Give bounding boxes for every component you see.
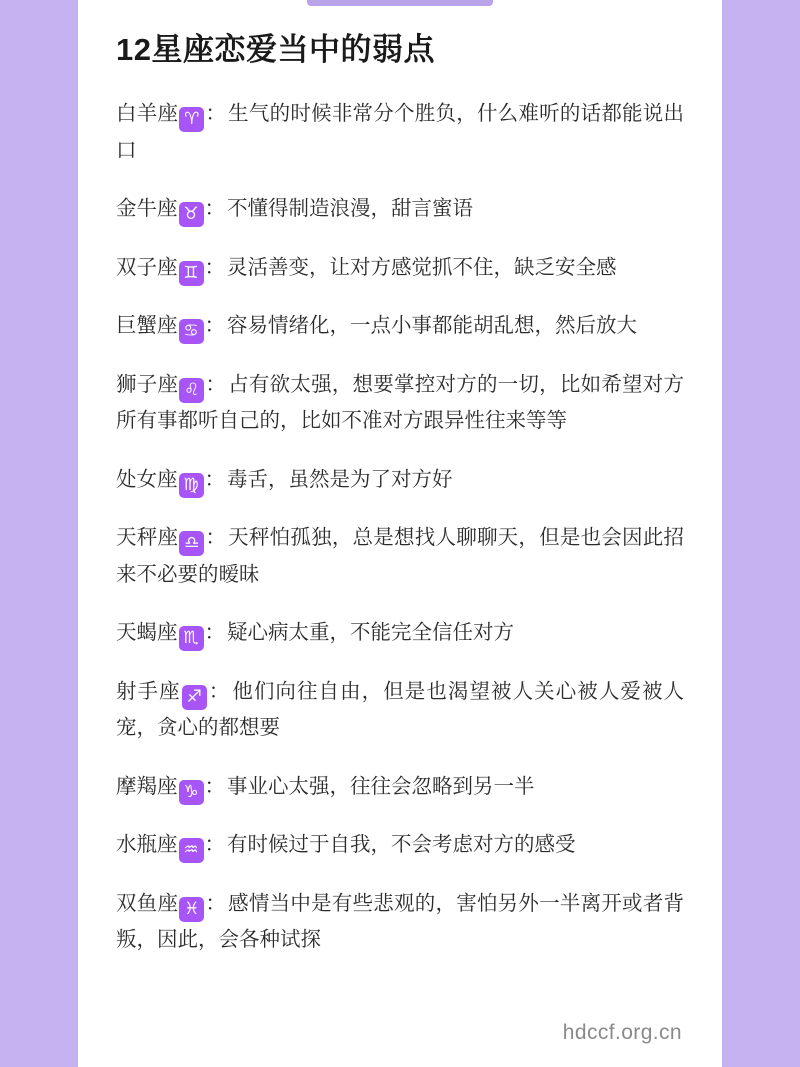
zodiac-sign-name: 摩羯座	[116, 774, 178, 798]
zodiac-entry-text: 有时候过于自我，不会考虑对方的感受	[227, 833, 576, 857]
zodiac-entry	[116, 462, 684, 498]
aquarius-symbol: ♒	[179, 838, 204, 863]
watermark: hdccf.org.cn	[562, 1021, 682, 1044]
entry-separator: ：	[205, 891, 227, 915]
zodiac-entry	[116, 367, 684, 440]
zodiac-entry-list	[116, 96, 684, 958]
entry-separator: ：	[204, 255, 225, 279]
zodiac-entry	[116, 191, 684, 227]
zodiac-sign-name: 双子座	[116, 255, 178, 279]
sagittarius-symbol: ♐	[182, 685, 207, 710]
taurus-symbol: ♉	[179, 202, 204, 227]
entry-separator: ：	[205, 526, 227, 550]
entry-separator: ：	[204, 467, 225, 491]
virgo-symbol: ♍	[179, 473, 204, 498]
zodiac-entry	[116, 308, 684, 344]
zodiac-sign-name: 天蝎座	[116, 621, 178, 645]
zodiac-sign-name: 水瓶座	[116, 833, 178, 857]
zodiac-sign-name: 处女座	[116, 467, 178, 491]
zodiac-entry	[116, 520, 684, 593]
leo-symbol: ♌	[179, 378, 204, 403]
gemini-symbol: ♊	[179, 261, 204, 286]
page-title: 12星座恋爱当中的弱点	[116, 32, 435, 67]
zodiac-entry-text: 不懂得制造浪漫，甜言蜜语	[227, 197, 473, 221]
entry-separator: ：	[204, 833, 225, 857]
libra-symbol: ♎	[179, 531, 204, 556]
zodiac-sign-name: 双鱼座	[116, 891, 179, 915]
capricorn-symbol: ♑	[179, 780, 204, 805]
entry-separator: ：	[205, 372, 227, 396]
document-page	[78, 0, 722, 1067]
zodiac-entry-text: 感情当中是有些悲观的，害怕另外一半离开或者背叛，因此，会各种试探	[116, 891, 685, 952]
zodiac-entry	[116, 886, 684, 959]
aries-symbol: ♈	[179, 107, 204, 132]
entry-separator: ：	[204, 314, 225, 338]
zodiac-sign-name: 金牛座	[116, 197, 178, 221]
zodiac-entry-text: 他们向往自由，但是也渴望被人关心被人爱被人宠，贪心的都想要	[116, 679, 685, 740]
zodiac-entry	[116, 615, 684, 651]
zodiac-sign-name: 狮子座	[116, 372, 179, 396]
zodiac-entry-text: 占有欲太强，想要掌控对方的一切，比如希望对方所有事都听自己的，比如不准对方跟异性往来等等	[116, 372, 685, 433]
zodiac-entry	[116, 96, 684, 169]
zodiac-entry-text: 天秤怕孤独，总是想找人聊聊天，但是也会因此招来不必要的暧昧	[116, 526, 685, 586]
zodiac-entry	[116, 250, 684, 286]
scorpio-symbol: ♏	[179, 626, 204, 651]
zodiac-entry-text: 灵活善变，让对方感觉抓不住，缺乏安全感	[227, 255, 617, 279]
entry-separator: ：	[204, 621, 225, 645]
zodiac-sign-name: 巨蟹座	[116, 314, 178, 338]
zodiac-sign-name: 天秤座	[116, 526, 179, 550]
entry-separator: ：	[207, 679, 231, 703]
cancer-symbol: ♋	[179, 319, 204, 344]
entry-separator: ：	[204, 197, 225, 221]
zodiac-sign-name: 射手座	[116, 679, 181, 703]
entry-separator: ：	[204, 774, 225, 798]
zodiac-sign-name: 白羊座	[116, 102, 179, 126]
zodiac-entry-text: 疑心病太重，不能完全信任对方	[227, 621, 514, 645]
zodiac-entry-text: 生气的时候非常分个胜负，什么难听的话都能说出口	[116, 102, 685, 162]
zodiac-entry-text: 容易情绪化，一点小事都能胡乱想，然后放大	[227, 314, 637, 338]
zodiac-entry	[116, 827, 684, 863]
zodiac-entry	[116, 674, 684, 747]
zodiac-entry	[116, 769, 684, 805]
zodiac-entry-text: 毒舌，虽然是为了对方好	[227, 467, 453, 491]
entry-separator: ：	[205, 102, 227, 126]
zodiac-entry-text: 事业心太强，往往会忽略到另一半	[227, 774, 535, 798]
top-accent-strip	[307, 0, 493, 6]
pisces-symbol: ♓	[179, 897, 204, 922]
